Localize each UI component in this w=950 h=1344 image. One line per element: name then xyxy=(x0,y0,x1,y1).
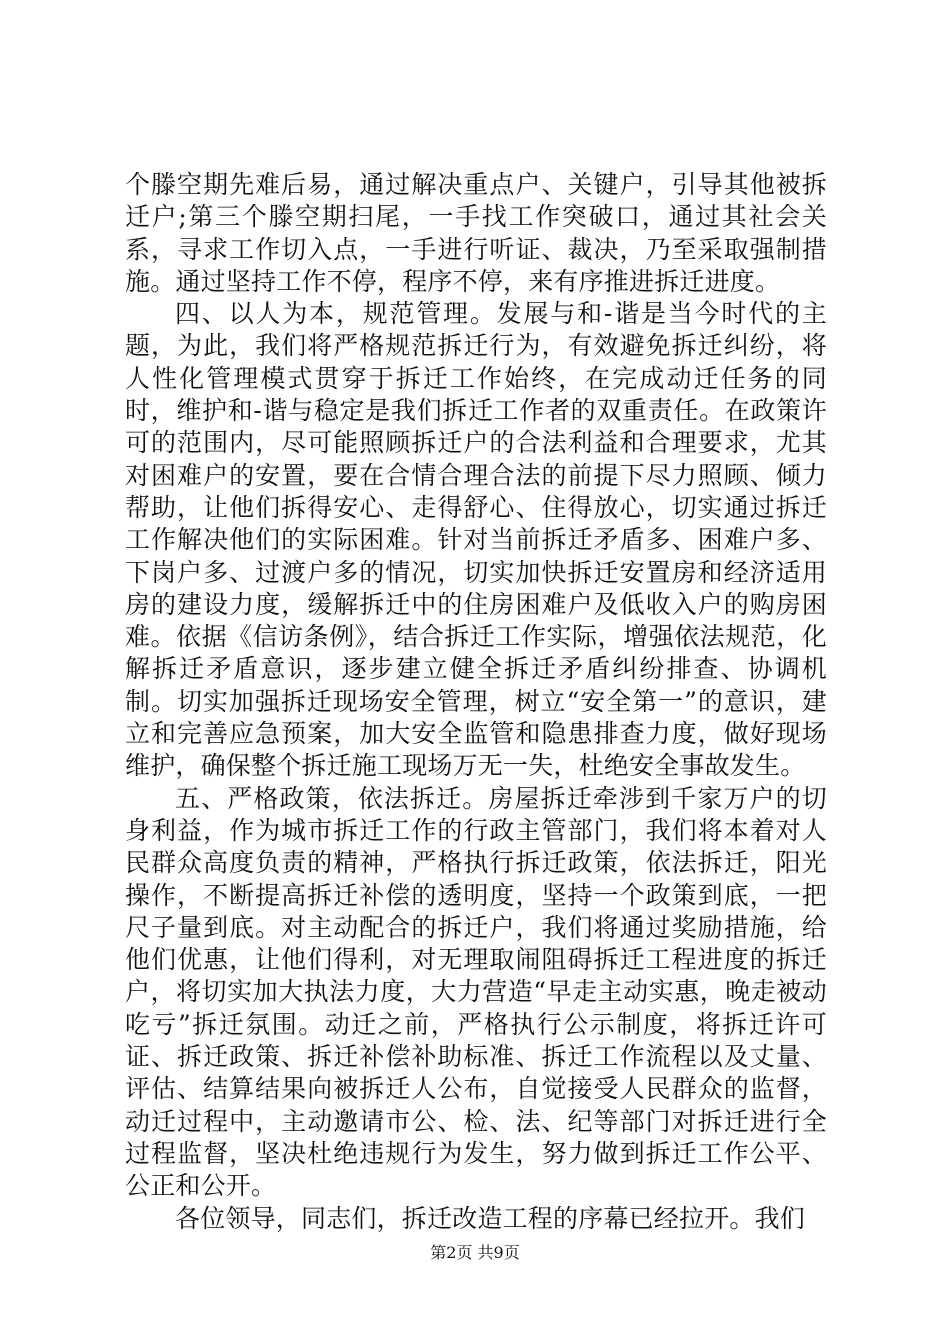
document-body xyxy=(125,169,827,1235)
paragraph-section-four: 四、以人为本，规范管理。发展与和-谐是当今时代的主题，为此，我们将严格规范拆迁行为，有效避免拆迁纠纷，将人性化管理模式贯穿于拆迁工作始终，在完成动迁任务的同时，维护和-谐与稳定是我们拆迁工作者的双重责任。在政策许可的范围内，尽可能照顾拆迁户的合法利益和合理要求，尤其对困难户的安置，要在合情合理合法的前提下尽力照顾、倾力帮助，让他们拆得安心、走得舒心、住得放心，切实通过拆迁工作解决他们的实际困难。针对当前拆迁矛盾多、困难户多、下岗户多、过渡户多的情况，切实加快拆迁安置房和经济适用房的建设力度，缓解拆迁中的住房困难户及低收入户的购房困难。依据《信访条例》，结合拆迁工作实际，增强依法规范，化解拆迁矛盾意识，逐步建立健全拆迁矛盾纠纷排查、协调机制。切实加强拆迁现场安全管理，树立“安全第一”的意识，建立和完善应急预案，加大安全监管和隐患排查力度，做好现场维护，确保整个拆迁施工现场万无一失，杜绝安全事故发生。 xyxy=(125,299,827,781)
page-footer: 第2页 共9页 xyxy=(430,1243,520,1262)
paragraph-continuation: 个滕空期先难后易，通过解决重点户、关键户，引导其他被拆迁户;第三个滕空期扫尾，一手找工作突破口，通过其社会关系，寻求工作切入点，一手进行听证、裁决，乃至采取强制措施。通过坚持工作不停，程序不停，来有序推进拆迁进度。 xyxy=(125,170,827,296)
paragraph-section-five: 五、严格政策，依法拆迁。房屋拆迁牵涉到千家万户的切身利益，作为城市拆迁工作的行政主管部门，我们将本着对人民群众高度负责的精神，严格执行拆迁政策，依法拆迁，阳光操作，不断提高拆迁补偿的透明度，坚持一个政策到底，一把尺子量到底。对主动配合的拆迁户，我们将通过奖励措施，给他们优惠，让他们得利，对无理取闹阻碍拆迁工程进度的拆迁户，将切实加大执法力度，大力营造“早走主动实惠，晚走被动吃亏”拆迁氛围。动迁之前，严格执行公示制度，将拆迁许可证、拆迁政策、拆迁补偿补助标准、拆迁工作流程以及丈量、评估、结算结果向被拆迁人公布，自觉接受人民群众的监督，动迁过程中，主动邀请市公、检、法、纪等部门对拆迁进行全过程监督，坚决杜绝违规行为发生，努力做到拆迁工作公平、公正和公开。 xyxy=(125,783,827,1201)
paragraph-closing: 各位领导，同志们，拆迁改造工程的序幕已经拉开。我们 xyxy=(175,1203,806,1233)
